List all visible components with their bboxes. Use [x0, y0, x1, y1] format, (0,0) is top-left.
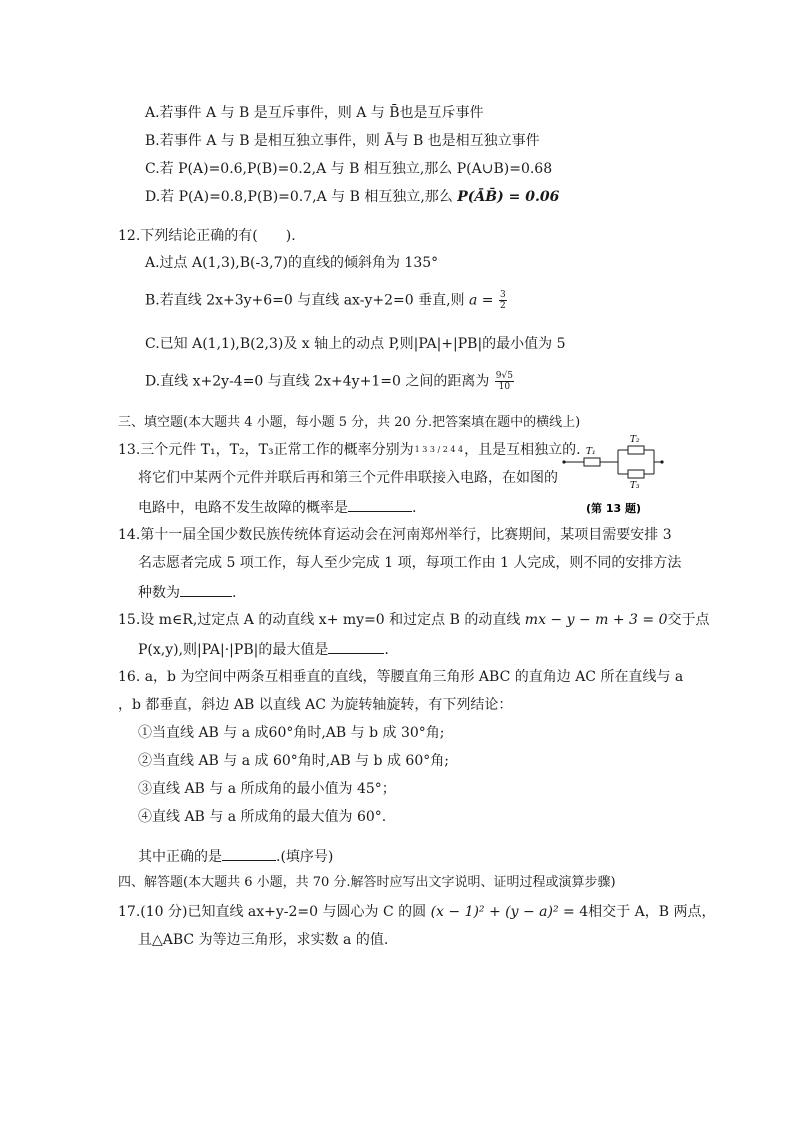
q16-answer-tail: .(填序号) [276, 849, 334, 865]
q15-line-formula: mx − y − m + 3 = 0 [524, 612, 668, 628]
q12-option-c: C.已知 A(1,1),B(2,3)及 x 轴上的动点 P,则|PA|+|PB|的最小值为 5 [145, 336, 566, 352]
q13-line-1-text: 13.三个元件 T₁，T₂，T₃正常工作的概率分别为 [118, 442, 414, 458]
q14-line-2: 名志愿者完成 5 项工作，每人至少完成 1 项，每项工作由 1 人完成，则不同的安排方法 [138, 555, 682, 571]
component-t2 [628, 446, 644, 454]
q16-answer-text: 其中正确的是 [138, 849, 222, 865]
label-t3: T₃ [630, 481, 640, 491]
q12-option-d [145, 371, 515, 392]
label-t1: T₁ [586, 447, 596, 457]
label-t2: T₂ [630, 435, 640, 445]
q16-statement-2: ②当直线 AB 与 a 成 60°角时,AB 与 b 成 60°角; [138, 753, 449, 769]
q17-line-1-tail: = 4相交于 A，B 两点， [558, 904, 716, 920]
q11-option-d-formula: P(ĀB̄) = 0.06 [457, 189, 560, 205]
q13-line-3 [138, 497, 416, 517]
q15-line-1 [118, 611, 710, 629]
q16-line-1: 16. a，b 为空间中两条互相垂直的直线，等腰直角三角形 ABC 的直角边 AC 所在直线与 a [118, 669, 684, 685]
q15-line-1-text: 15.设 m∈R,过定点 A 的动直线 x+ my=0 和过定点 B 的动直线 [118, 612, 525, 628]
q15-line-2-tail: . [384, 642, 389, 658]
q14-line-3-tail: . [232, 585, 237, 601]
circuit-terminal-right [660, 460, 663, 463]
circuit-terminal-left [562, 460, 565, 463]
q16-line-2: ，b 都垂直，斜边 AB 以直线 AC 为旋转轴旋转，有下列结论： [118, 697, 513, 713]
q11-option-d-text: D.若 P(A)=0.8,P(B)=0.7,A 与 B 相互独立,那么 [145, 189, 458, 205]
q12-option-b-var: a = [468, 292, 494, 309]
q11-option-d [145, 188, 559, 206]
q17-line-2: 且△ABC 为等边三角形，求实数 a 的值. [138, 932, 389, 948]
q13-line-1-tail: ，且是互相独立的. [464, 442, 581, 458]
q13-line-3-tail: . [412, 500, 417, 516]
q12-option-b [145, 290, 508, 311]
q13-line-2: 将它们中某两个元件并联后再和第三个元件串联接入电路，在如图的 [138, 470, 558, 486]
q15-line-2 [138, 639, 389, 659]
q16-answer-line [138, 846, 333, 866]
q16-answer-blank [222, 846, 276, 861]
q17-line-1-text: 17.(10 分)已知直线 ax+y-2=0 与圆心为 C 的圆 [118, 904, 431, 920]
q12-option-d-fraction [495, 371, 514, 392]
q12-option-d-text: D.直线 x+2y-4=0 与直线 2x+4y+1=0 之间的距离为 [145, 373, 490, 390]
q12-option-b-fraction [499, 290, 507, 311]
q15-answer-blank [328, 639, 384, 654]
q14-line-3 [138, 582, 236, 602]
figure-caption: (第 13 题) [586, 502, 642, 515]
q11-option-b: B.若事件 A 与 B 是相互独立事件，则 Ā与 B 也是相互独立事件 [145, 133, 540, 149]
section-4-heading: 四、解答题(本大题共 6 小题，共 70 分.解答时应写出文字说明、证明过程或演算步骤) [118, 875, 616, 890]
q12-b-numerator: 3 [499, 290, 506, 300]
q14-line-3-text: 种数为 [138, 585, 180, 601]
q16-statement-1: ①当直线 AB 与 a 成60°角时,AB 与 b 成 30°角; [138, 725, 445, 741]
component-t3 [628, 470, 644, 478]
q12-b-denominator: 2 [499, 301, 506, 311]
q13-answer-blank [348, 497, 412, 512]
q11-option-c: C.若 P(A)=0.6,P(B)=0.2,A 与 B 相互独立,那么 P(A∪B)=0.68 [145, 161, 553, 177]
component-t1 [584, 458, 600, 466]
q13-line-3-text: 电路中，电路不发生故障的概率是 [138, 500, 348, 516]
q17-line-1 [118, 903, 715, 921]
q12-option-b-text: B.若直线 2x+3y+6=0 与直线 ax-y+2=0 垂直,则 [145, 292, 469, 309]
section-3-heading: 三、填空题(本大题共 4 小题，每小题 5 分，共 20 分.把答案填在题中的横线上) [118, 415, 581, 430]
q14-answer-blank [180, 582, 232, 597]
q16-statement-3: ③直线 AB 与 a 所成角的最小值为 45°； [138, 781, 396, 797]
q14-line-1: 14.第十一届全国少数民族传统体育运动会在河南郑州举行，比赛期间，某项目需要安排 3 [118, 527, 672, 543]
q13-probabilities: 1 3 3 / 2 4 4 [414, 445, 464, 454]
q12-stem: 12.下列结论正确的有( ). [118, 228, 296, 244]
q16-statement-4: ④直线 AB 与 a 所成角的最大值为 60°. [138, 809, 387, 825]
q12-d-denominator: 10 [498, 382, 511, 392]
q17-circle-equation: (x − 1)² + (y − a)² [430, 904, 559, 920]
q11-option-a: A.若事件 A 与 B 是互斥事件，则 A 与 B̄也是互斥事件 [145, 105, 484, 121]
circuit-diagram [562, 432, 680, 516]
q12-d-numerator: 9√5 [495, 371, 513, 381]
q13-line-1 [118, 441, 581, 459]
q15-line-2-text: P(x,y),则|PA|·|PB|的最大值是 [138, 642, 329, 658]
q12-option-a: A.过点 A(1,3),B(-3,7)的直线的倾斜角为 135° [145, 255, 439, 271]
q15-line-1-tail: 交于点 [667, 612, 710, 628]
